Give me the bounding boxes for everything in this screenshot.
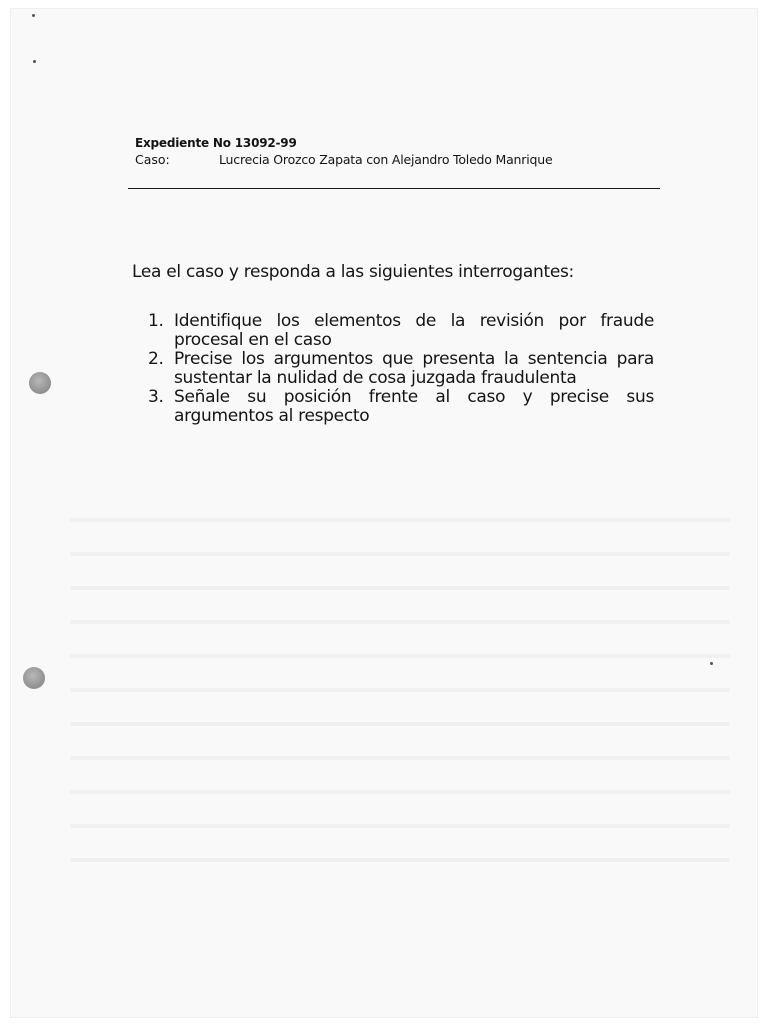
case-label: Caso:	[135, 152, 170, 167]
question-item	[148, 312, 654, 350]
question-number: 3.	[148, 387, 164, 407]
question-text: Identifique los elementos de la revisión por fraude procesal en el caso	[174, 311, 654, 350]
punch-hole-upper	[29, 372, 51, 394]
case-row	[135, 152, 655, 168]
question-number: 2.	[148, 349, 164, 369]
question-item	[148, 350, 654, 388]
question-item	[148, 388, 654, 426]
scan-speck	[32, 14, 35, 17]
question-number: 1.	[148, 311, 164, 331]
question-text: Señale su posición frente al caso y precise sus argumentos al respecto	[174, 387, 654, 426]
question-text: Precise los argumentos que presenta la sentencia para sustentar la nulidad de cosa juzgada fraudulenta	[174, 349, 654, 388]
case-parties: Lucrecia Orozco Zapata con Alejandro Toledo Manrique	[219, 152, 553, 167]
instructions-prompt: Lea el caso y responda a las siguientes interrogantes:	[132, 262, 574, 282]
case-header	[135, 135, 655, 168]
scan-speck	[710, 662, 713, 665]
punch-hole-lower	[23, 667, 45, 689]
case-number: Expediente No 13092-99	[135, 136, 297, 150]
bleed-through-text	[70, 488, 730, 868]
question-list	[148, 312, 654, 426]
scan-speck	[33, 60, 36, 63]
header-divider	[128, 188, 660, 189]
